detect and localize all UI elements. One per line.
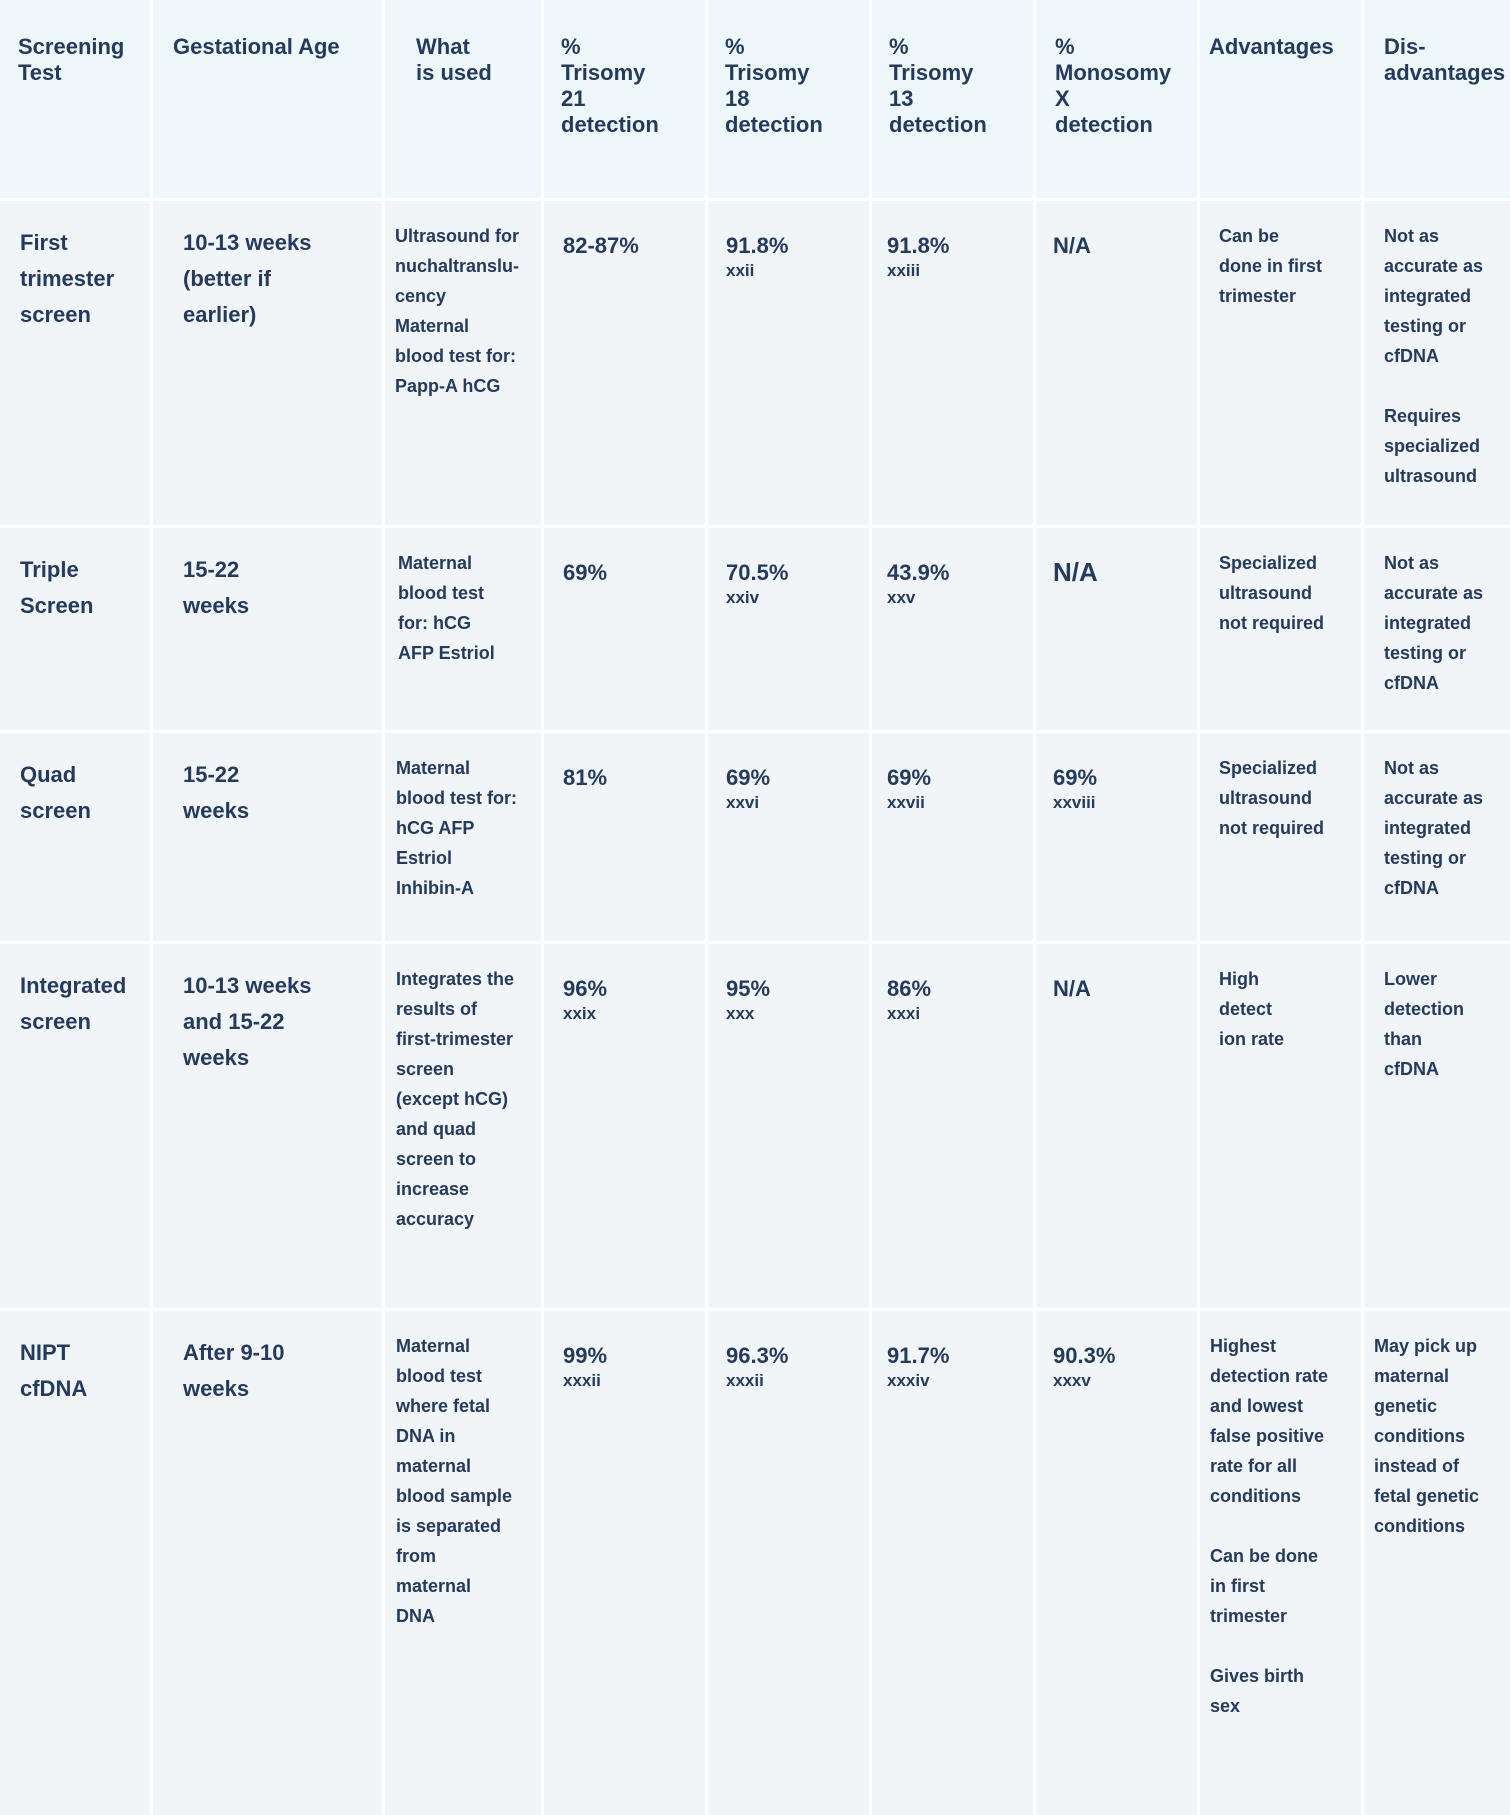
table-row-nipt-mx bbox=[1036, 1311, 1197, 1815]
table-row-triple-screen-t21 bbox=[544, 528, 705, 730]
test-name: NIPT cfDNA bbox=[20, 1340, 88, 1401]
header-cell-what-is-used bbox=[385, 0, 541, 198]
header-cell-trisomy-18 bbox=[708, 0, 869, 198]
table-row-nipt-name bbox=[0, 1311, 150, 1815]
trisomy-18-value: 91.8% bbox=[726, 233, 789, 258]
table-row-triple-screen-t13 bbox=[872, 528, 1033, 730]
trisomy-21-ref: xxxii bbox=[563, 1371, 601, 1390]
table-row-triple-screen-name bbox=[0, 528, 150, 730]
trisomy-13-value: 69% bbox=[887, 765, 932, 790]
test-name: Quad screen bbox=[20, 762, 91, 823]
trisomy-21-ref: xxix bbox=[563, 1004, 597, 1023]
trisomy-13-ref: xxvii bbox=[887, 793, 925, 812]
trisomy-13-ref: xxv bbox=[887, 588, 916, 607]
table-row-integrated-screen-used bbox=[385, 944, 541, 1308]
advantages: Specialized ultrasound not required bbox=[1219, 758, 1325, 838]
test-name: Integrated screen bbox=[20, 973, 127, 1034]
monosomy-x-value: 69% bbox=[1053, 765, 1098, 790]
header-label: Advantages bbox=[1209, 34, 1334, 59]
header-cell-advantages bbox=[1200, 0, 1361, 198]
table-row-nipt-t18 bbox=[708, 1311, 869, 1815]
disadvantages: Not as accurate as integrated testing or cfDNA Requires specialized ultrasound bbox=[1384, 226, 1484, 486]
trisomy-13-value: 86% bbox=[887, 976, 932, 1001]
table-row-triple-screen-t18 bbox=[708, 528, 869, 730]
table-row-triple-screen-adv bbox=[1200, 528, 1361, 730]
table-row-first-trimester-mx bbox=[1036, 201, 1197, 525]
monosomy-x-ref: xxviii bbox=[1053, 793, 1096, 812]
header-label: % Trisomy 13 detection bbox=[889, 34, 987, 137]
gestational-age: 15-22 weeks bbox=[183, 557, 250, 618]
trisomy-13-value: 43.9% bbox=[887, 560, 950, 585]
trisomy-13-value: 91.7% bbox=[887, 1343, 950, 1368]
table-row-triple-screen-used bbox=[385, 528, 541, 730]
trisomy-21-value: 69% bbox=[563, 560, 608, 585]
advantages: Can be done in first trimester bbox=[1219, 226, 1322, 306]
header-cell-screening-test bbox=[0, 0, 150, 198]
monosomy-x-value: N/A bbox=[1053, 233, 1091, 258]
table-row-first-trimester-t13 bbox=[872, 201, 1033, 525]
table-row-first-trimester-used bbox=[385, 201, 541, 525]
trisomy-13-ref: xxiii bbox=[887, 261, 921, 280]
trisomy-21-value: 82-87% bbox=[563, 233, 639, 258]
table-row-first-trimester-age bbox=[153, 201, 382, 525]
advantages: Specialized ultrasound not required bbox=[1219, 553, 1325, 633]
table-row-triple-screen-age bbox=[153, 528, 382, 730]
trisomy-18-ref: xxx bbox=[726, 1004, 755, 1023]
table-row-nipt-age bbox=[153, 1311, 382, 1815]
table-row-quad-screen-dis bbox=[1364, 733, 1510, 941]
monosomy-x-value: N/A bbox=[1053, 557, 1098, 587]
monosomy-x-ref: xxxv bbox=[1053, 1371, 1091, 1390]
table-row-nipt-t13 bbox=[872, 1311, 1033, 1815]
table-row-quad-screen-used bbox=[385, 733, 541, 941]
gestational-age: 10-13 weeks (better if earlier) bbox=[183, 230, 312, 327]
table-row-quad-screen-t21 bbox=[544, 733, 705, 941]
header-label: % Trisomy 18 detection bbox=[725, 34, 823, 137]
what-is-used: Maternal blood test where fetal DNA in maternal blood sample is separated from maternal DNA bbox=[396, 1336, 513, 1626]
header-label: % Monosomy X detection bbox=[1055, 34, 1172, 137]
what-is-used: Maternal blood test for: hCG AFP Estriol Inhibin-A bbox=[396, 758, 517, 898]
table-row-quad-screen-adv bbox=[1200, 733, 1361, 941]
table-row-integrated-screen-age bbox=[153, 944, 382, 1308]
table-row-first-trimester-dis bbox=[1364, 201, 1510, 525]
trisomy-21-value: 99% bbox=[563, 1343, 608, 1368]
table-row-nipt-used bbox=[385, 1311, 541, 1815]
trisomy-18-value: 69% bbox=[726, 765, 771, 790]
advantages: Highest detection rate and lowest false positive rate for all conditions Can be done in first trimester Gives birth sex bbox=[1210, 1336, 1329, 1716]
header-label: Dis- advantages bbox=[1384, 34, 1506, 85]
table-row-triple-screen-dis bbox=[1364, 528, 1510, 730]
advantages: High detect ion rate bbox=[1219, 969, 1285, 1049]
what-is-used: Maternal blood test for: hCG AFP Estriol bbox=[398, 553, 495, 663]
header-cell-trisomy-13 bbox=[872, 0, 1033, 198]
header-label: Gestational Age bbox=[173, 34, 340, 59]
trisomy-18-value: 96.3% bbox=[726, 1343, 789, 1368]
trisomy-13-ref: xxxiv bbox=[887, 1371, 930, 1390]
table-row-integrated-screen-t18 bbox=[708, 944, 869, 1308]
header-label: What is used bbox=[416, 34, 492, 85]
trisomy-18-value: 70.5% bbox=[726, 560, 789, 585]
test-name: Triple Screen bbox=[20, 557, 94, 618]
monosomy-x-value: 90.3% bbox=[1053, 1343, 1116, 1368]
header-cell-trisomy-21 bbox=[544, 0, 705, 198]
disadvantages: May pick up maternal genetic conditions instead of fetal genetic conditions bbox=[1374, 1336, 1480, 1536]
table-row-integrated-screen-dis bbox=[1364, 944, 1510, 1308]
trisomy-18-ref: xxvi bbox=[726, 793, 760, 812]
test-name: First trimester screen bbox=[20, 230, 115, 327]
header-cell-gestational-age bbox=[153, 0, 382, 198]
table-row-integrated-screen-t13 bbox=[872, 944, 1033, 1308]
trisomy-18-ref: xxxii bbox=[726, 1371, 764, 1390]
table-row-triple-screen-mx bbox=[1036, 528, 1197, 730]
disadvantages: Lower detection than cfDNA bbox=[1384, 969, 1465, 1079]
table-row-quad-screen-name bbox=[0, 733, 150, 941]
table-row-nipt-adv bbox=[1200, 1311, 1361, 1815]
what-is-used: Integrates the results of first-trimester screen (except hCG) and quad screen to increase accuracy bbox=[396, 969, 515, 1229]
trisomy-21-value: 96% bbox=[563, 976, 608, 1001]
table-row-first-trimester-name bbox=[0, 201, 150, 525]
table-row-quad-screen-mx bbox=[1036, 733, 1197, 941]
trisomy-13-value: 91.8% bbox=[887, 233, 950, 258]
table-row-integrated-screen-t21 bbox=[544, 944, 705, 1308]
table-row-quad-screen-age bbox=[153, 733, 382, 941]
what-is-used: Ultrasound for nuchaltranslu- cency Maternal blood test for: Papp-A hCG bbox=[395, 226, 520, 396]
trisomy-18-ref: xxii bbox=[726, 261, 755, 280]
table-row-first-trimester-t21 bbox=[544, 201, 705, 525]
header-label: Screening Test bbox=[18, 34, 125, 85]
gestational-age: After 9-10 weeks bbox=[183, 1340, 285, 1401]
header-cell-disadvantages bbox=[1364, 0, 1510, 198]
trisomy-13-ref: xxxi bbox=[887, 1004, 921, 1023]
disadvantages: Not as accurate as integrated testing or cfDNA bbox=[1384, 553, 1484, 693]
table-row-first-trimester-adv bbox=[1200, 201, 1361, 525]
table-row-nipt-dis bbox=[1364, 1311, 1510, 1815]
gestational-age: 10-13 weeks and 15-22 weeks bbox=[183, 973, 312, 1070]
table-row-nipt-t21 bbox=[544, 1311, 705, 1815]
trisomy-18-ref: xxiv bbox=[726, 588, 760, 607]
header-label: % Trisomy 21 detection bbox=[561, 34, 659, 137]
table-row-integrated-screen-mx bbox=[1036, 944, 1197, 1308]
table-row-first-trimester-t18 bbox=[708, 201, 869, 525]
disadvantages: Not as accurate as integrated testing or cfDNA bbox=[1384, 758, 1484, 898]
trisomy-21-value: 81% bbox=[563, 765, 608, 790]
gestational-age: 15-22 weeks bbox=[183, 762, 250, 823]
monosomy-x-value: N/A bbox=[1053, 976, 1091, 1001]
table-row-integrated-screen-adv bbox=[1200, 944, 1361, 1308]
table-row-quad-screen-t13 bbox=[872, 733, 1033, 941]
table-row-quad-screen-t18 bbox=[708, 733, 869, 941]
trisomy-18-value: 95% bbox=[726, 976, 771, 1001]
table-row-integrated-screen-name bbox=[0, 944, 150, 1308]
header-cell-monosomy-x bbox=[1036, 0, 1197, 198]
